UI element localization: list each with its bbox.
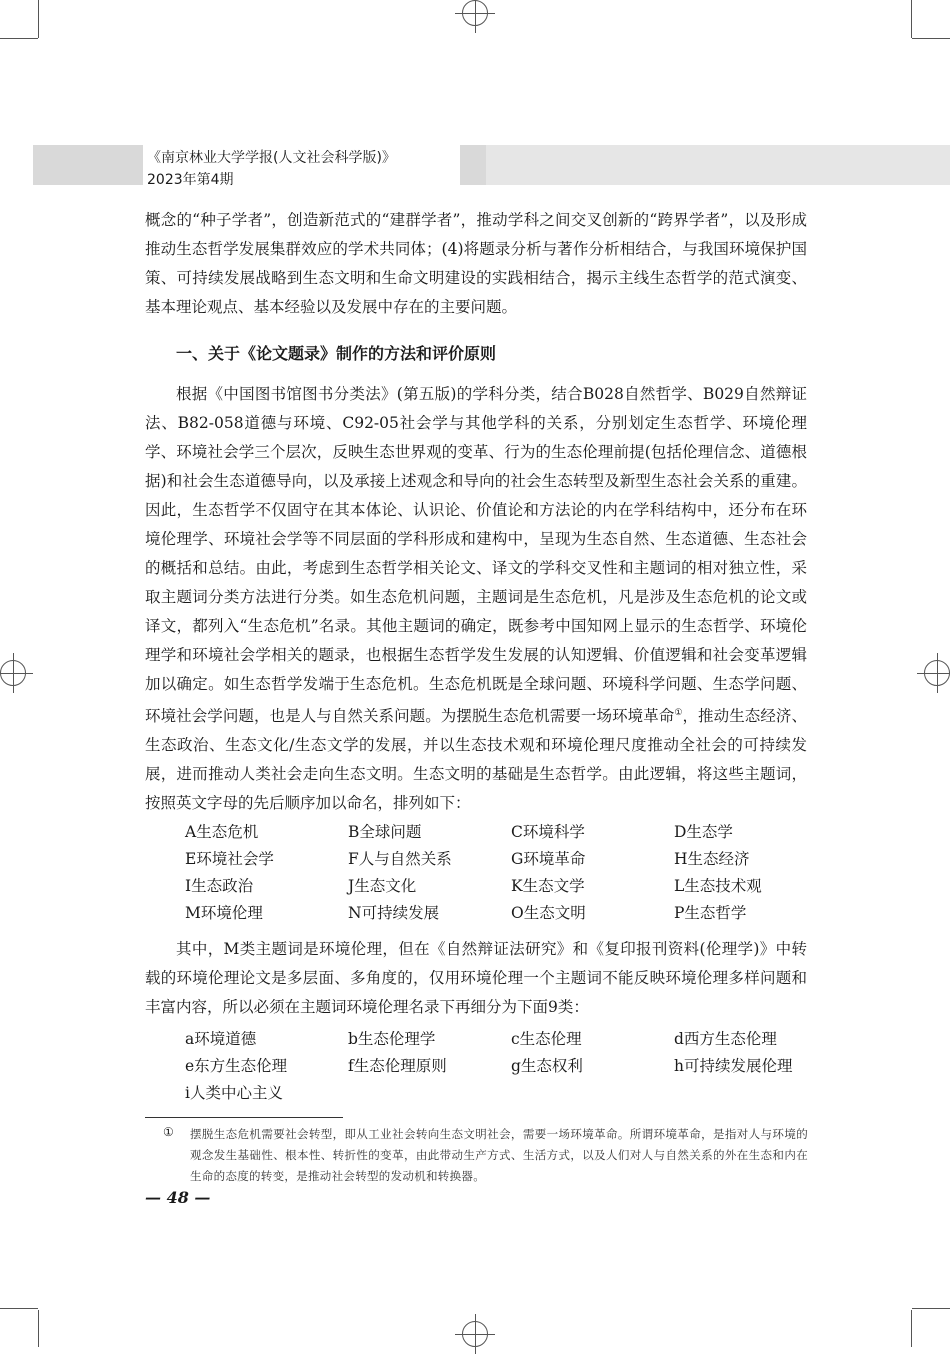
category-item: P生态哲学 bbox=[674, 904, 747, 922]
paragraph-main-text: 根据《中国图书馆图书分类法》(第五版)的学科分类，结合B028自然哲学、B029自然辩证法、B82-058道德与环境、C92-05社会学与其他学科的关系，分别划定生态哲学、环境伦理学、环境社会学三个层次，反映生态世界观的变革、行为的生态伦理前提(包括伦理信念、道德根据)和社会生态道德导向，以及承接上述观念和导向的社会生态转型及新型生态社会关系的重建。因此，生态哲学不仅固守在其本体论、认识论、价值论和方法论的内在学科结构中，还分布在环境伦理学、环境社会学等不同层面的学科形成和建构中，呈现为生态自然、生态道德、生态社会的概括和总结。由此，考虑到生态哲学相关论文、译文的学科交叉性和主题词的相对独立性，采取主题词分类方法进行分类。如生态危机问题，主题词是生态危机，凡是涉及生态危机的论文或译文，都列入“生态危机”名录。其他主题词的确定，既参考中国知网上显示的生态哲学、环境伦理学和环境社会学相关的题录，也根据生态哲学发生发展的认知逻辑、价值逻辑和社会变革逻辑加以确定。如生态哲学发端于生态危机。生态危机既是全球问题、环境科学问题、生态学问题、环境社会学问题，也是人与自然关系问题。为摆脱生态危机需要一场环境革命 bbox=[145, 385, 807, 726]
category-item: I生态政治 bbox=[185, 877, 254, 895]
paragraph-main bbox=[145, 380, 807, 818]
footnote-mark: ① bbox=[163, 1125, 174, 1139]
category-grid-lower bbox=[185, 1026, 837, 1107]
category-grid-upper bbox=[185, 819, 837, 927]
section-heading: 一、关于《论文题录》制作的方法和评价原则 bbox=[176, 344, 497, 363]
crop-mark bbox=[911, 1310, 912, 1347]
category-item: L生态技术观 bbox=[674, 877, 762, 895]
footnote-reference[interactable]: ① bbox=[674, 708, 683, 718]
category-item: J生态文化 bbox=[348, 877, 417, 895]
subcategory-item: c生态伦理 bbox=[511, 1030, 582, 1048]
subcategory-item: g生态权利 bbox=[511, 1057, 583, 1075]
registration-mark-icon bbox=[462, 1321, 488, 1347]
header-band-left bbox=[33, 145, 143, 185]
journal-title: 《南京林业大学学报(人文社会科学版)》 bbox=[147, 150, 396, 166]
category-item: F人与自然关系 bbox=[348, 850, 452, 868]
header-band-right-inner bbox=[486, 145, 950, 185]
crop-mark bbox=[0, 38, 38, 39]
paragraph-main-continued: ，推动生态经济、生态政治、生态文化/生态文学的发展，并以生态技术观和环境伦理尺度推动全社会的可持续发展，进而推动人类社会走向生态文明。生态文明的基础是生态哲学。由此逻辑，将这些主题词，按照英文字母的先后顺序加以命名，排列如下： bbox=[145, 707, 807, 813]
crop-mark bbox=[911, 0, 912, 38]
crop-mark bbox=[38, 0, 39, 38]
crop-mark bbox=[912, 38, 950, 39]
category-item: G环境革命 bbox=[511, 850, 586, 868]
category-item: A生态危机 bbox=[185, 823, 259, 841]
registration-mark-icon bbox=[0, 660, 26, 686]
category-item: H生态经济 bbox=[674, 850, 750, 868]
category-item: E环境社会学 bbox=[185, 850, 274, 868]
issue-label: 2023年第4期 bbox=[147, 172, 234, 188]
paragraph-top bbox=[145, 206, 807, 322]
registration-mark-icon bbox=[924, 660, 950, 686]
paragraph-m bbox=[145, 935, 807, 1022]
category-item: D生态学 bbox=[674, 823, 733, 841]
paragraph-top-text: 概念的“种子学者”，创造新范式的“建群学者”，推动学科之间交叉创新的“跨界学者”，以及形成推动生态哲学发展集群效应的学术共同体；(4)将题录分析与著作分析相结合，与我国环境保护国策、可持续发展战略到生态文明和生命文明建设的实践相结合，揭示主线生态哲学的范式演变、基本理论观点、基本经验以及发展中存在的主要问题。 bbox=[145, 211, 807, 316]
registration-mark-icon bbox=[462, 0, 488, 26]
category-item: C环境科学 bbox=[511, 823, 585, 841]
category-item: B全球问题 bbox=[348, 823, 422, 841]
footnote-text: 摆脱生态危机需要社会转型，即从工业社会转向生态文明社会，需要一场环境革命。所谓环境革命，是指对人与环境的观念发生基础性、根本性、转折性的变革，由此带动生产方式、生活方式，以及人们对人与自然关系的外在生态和内在生命的态度的转变，是推动社会转型的发动机和转换器。 bbox=[190, 1127, 808, 1183]
footnote-rule bbox=[145, 1117, 343, 1118]
subcategory-item: i人类中心主义 bbox=[185, 1084, 283, 1102]
category-item: K生态文学 bbox=[511, 877, 585, 895]
subcategory-item: f生态伦理原则 bbox=[348, 1057, 447, 1075]
crop-mark bbox=[912, 1308, 950, 1309]
category-item: M环境伦理 bbox=[185, 904, 263, 922]
paragraph-m-text: 其中，M类主题词是环境伦理，但在《自然辩证法研究》和《复印报刊资料(伦理学)》中转载的环境伦理论文是多层面、多角度的，仅用环境伦理一个主题词不能反映环境伦理多样问题和丰富内容，所以必须在主题词环境伦理名录下再细分为下面9类： bbox=[145, 940, 807, 1016]
subcategory-item: b生态伦理学 bbox=[348, 1030, 436, 1048]
page-number: — 48 — bbox=[145, 1188, 211, 1207]
subcategory-item: d西方生态伦理 bbox=[674, 1030, 777, 1048]
subcategory-item: e东方生态伦理 bbox=[185, 1057, 288, 1075]
crop-mark bbox=[0, 1308, 38, 1309]
category-item: N可持续发展 bbox=[348, 904, 440, 922]
subcategory-item: h可持续发展伦理 bbox=[674, 1057, 793, 1075]
crop-mark bbox=[38, 1310, 39, 1347]
category-item: O生态文明 bbox=[511, 904, 586, 922]
subcategory-item: a环境道德 bbox=[185, 1030, 257, 1048]
